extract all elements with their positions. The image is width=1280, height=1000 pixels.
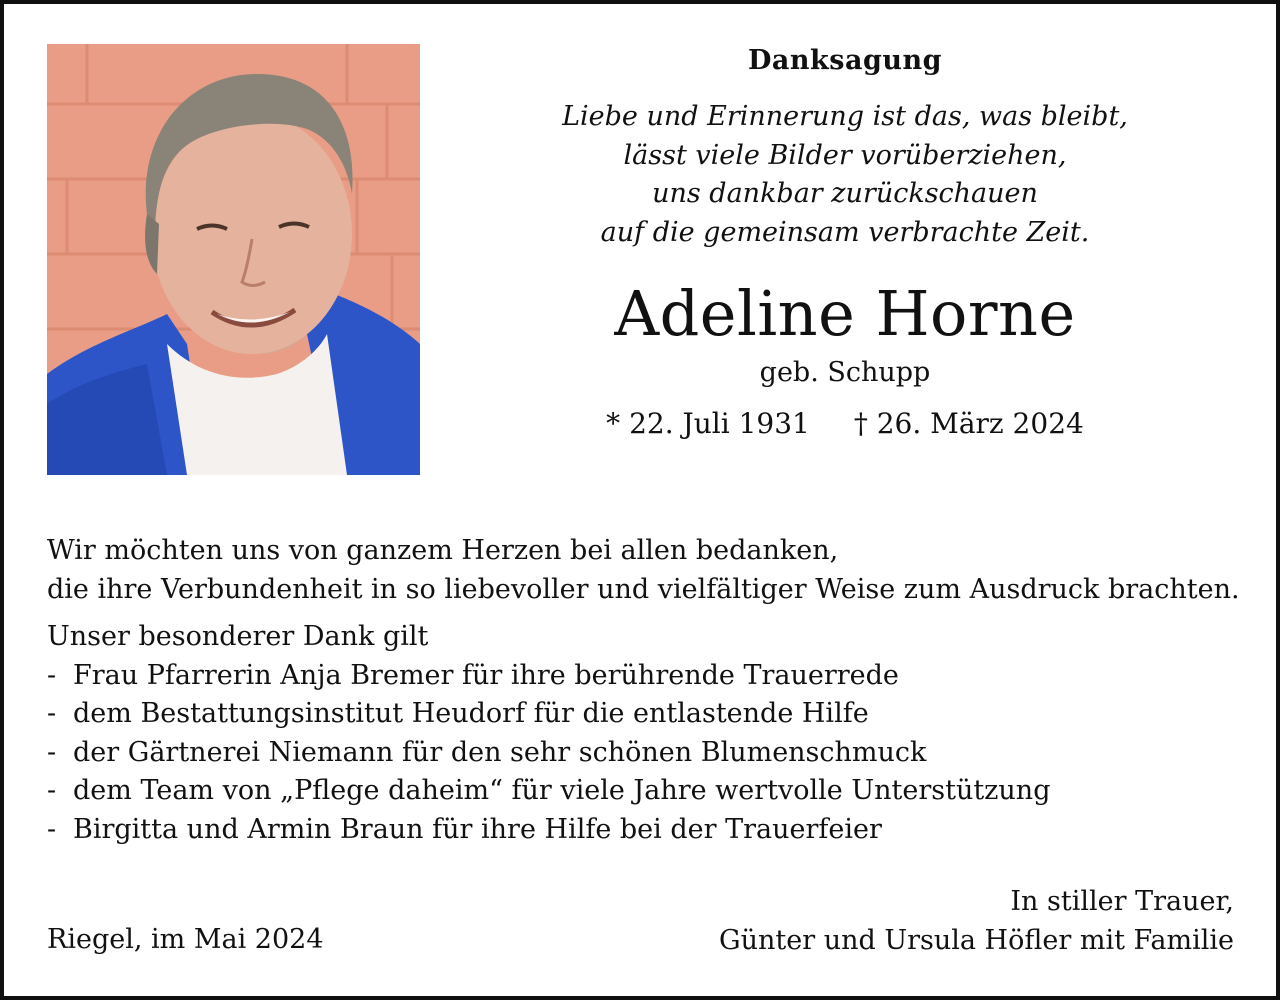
list-item-text: Frau Pfarrerin Anja Bremer für ihre berührende Trauerrede	[73, 659, 899, 691]
bullet-marker: -	[47, 698, 57, 729]
intro-line: die ihre Verbundenheit in so liebevoller und vielfältiger Weise zum Ausdruck brachten.	[47, 573, 1240, 605]
list-item	[47, 695, 1237, 734]
place-date: Riegel, im Mai 2024	[47, 924, 324, 955]
list-item-text: dem Team von „Pflege daheim“ für viele Jahre wertvolle Unterstützung	[73, 775, 1051, 806]
family-line: Günter und Ursula Höfler mit Familie	[719, 924, 1234, 956]
deceased-name: Adeline Horne	[614, 277, 1076, 350]
list-item-text: der Gärtnerei Niemann für den sehr schönen Blumenschmuck	[73, 736, 927, 768]
poem-line: Liebe und Erinnerung ist das, was bleibt,	[562, 101, 1128, 132]
maiden-name: geb. Schupp	[759, 357, 931, 388]
poem-line: lässt viele Bilder vorüberziehen,	[623, 139, 1067, 171]
notice-heading: Danksagung	[748, 45, 942, 76]
special-thanks-heading: Unser besonderer Dank gilt	[47, 621, 429, 652]
life-dates	[470, 405, 1220, 443]
poem-line: auf die gemeinsam verbrachte Zeit.	[600, 216, 1090, 248]
list-item-text: dem Bestattungsinstitut Heudorf für die entlastende Hilfe	[73, 698, 869, 729]
thanks-text	[47, 532, 1240, 849]
mourners-signature	[719, 883, 1234, 960]
birth-date: * 22. Juli 1931	[606, 407, 810, 440]
list-item	[47, 811, 1237, 850]
list-item	[47, 734, 1237, 773]
bullet-marker: -	[47, 736, 57, 768]
intro-line: Wir möchten uns von ganzem Herzen bei allen bedanken,	[47, 535, 839, 566]
death-date: † 26. März 2024	[853, 407, 1084, 440]
mourning-line: In stiller Trauer,	[1010, 886, 1234, 917]
list-item	[47, 772, 1237, 811]
list-item	[47, 657, 1237, 696]
memorial-poem	[470, 98, 1220, 252]
list-item-text: Birgitta und Armin Braun für ihre Hilfe bei der Trauerfeier	[73, 813, 882, 845]
notice-header	[470, 42, 1220, 443]
portrait-photo	[47, 44, 420, 475]
thanks-list	[47, 657, 1237, 850]
bullet-marker: -	[47, 775, 57, 806]
bullet-marker: -	[47, 813, 57, 845]
bullet-marker: -	[47, 659, 57, 691]
poem-line: uns dankbar zurückschauen	[652, 178, 1038, 209]
